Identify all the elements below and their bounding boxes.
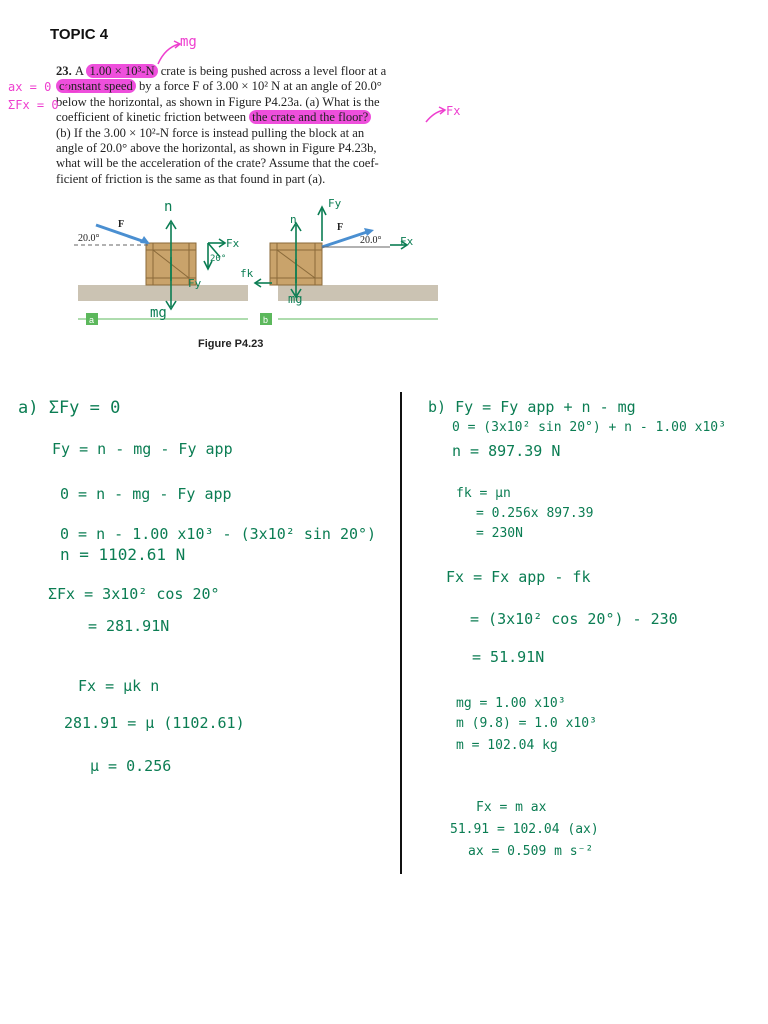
- angle-label-a: 20.0°: [78, 233, 100, 244]
- solution-a-line: 281.91 = μ (1102.61): [64, 714, 245, 732]
- solution-b-line: = 230N: [476, 526, 523, 541]
- angle-label-b: 20.0°: [360, 235, 382, 246]
- solution-b-line: fk = μn: [456, 486, 511, 501]
- problem-line: 23. A 1.00 × 10³-N crate is being pushed across a level floor at a: [56, 64, 387, 78]
- annotation-mg: mg: [180, 34, 197, 50]
- solution-b-line: ax = 0.509 m s⁻²: [468, 844, 594, 859]
- angle-small-a: 20°: [210, 254, 227, 264]
- solution-a-line: Fy = n - mg - Fy app: [52, 440, 233, 458]
- fy-label-b: Fy: [328, 197, 342, 210]
- annotation-mg-arrow: [155, 38, 185, 66]
- figure-caption: Figure P4.23: [198, 338, 264, 350]
- force-label-b: F: [337, 222, 344, 233]
- figure-p4-23: [60, 195, 440, 335]
- mg-label-a: mg: [150, 305, 167, 321]
- solution-b-line: n = 897.39 N: [452, 442, 561, 460]
- topic-title: TOPIC 4: [50, 26, 109, 43]
- normal-label-b: n: [290, 213, 297, 226]
- solution-b-line: = (3x10² cos 20°) - 230: [470, 610, 678, 628]
- fk-label-b: fk: [240, 267, 254, 280]
- solution-a-line: Fx = μk n: [78, 677, 160, 695]
- problem-line: below the horizontal, as shown in Figure P4.23a. (a) What is the: [56, 94, 380, 109]
- solution-b-line: 0 = (3x10² sin 20°) + n - 1.00 x10³: [452, 420, 726, 435]
- problem-text: [56, 64, 436, 187]
- solution-b-line: Fx = Fx app - fk: [446, 568, 591, 586]
- solution-b-line: 51.91 = 102.04 (ax): [450, 822, 599, 837]
- panel-tag-b-text: b: [263, 315, 269, 325]
- problem-line: coefficient of kinetic friction between the crate and the floor?: [56, 110, 436, 125]
- solution-a-line: μ = 0.256: [90, 757, 172, 775]
- problem-line: ficient of friction is the same as that found in part (a).: [56, 171, 326, 186]
- solution-b-line: = 0.256x 897.39: [476, 506, 594, 521]
- solution-b-line: = 51.91N: [472, 648, 545, 666]
- solution-a-line: 0 = n - 1.00 x10³ - (3x10² sin 20°): [60, 525, 377, 543]
- solution-b-line: mg = 1.00 x10³: [456, 696, 566, 711]
- normal-label-a: n: [164, 199, 173, 215]
- solution-a-line: ΣFx = 3x10² cos 20°: [48, 585, 220, 603]
- solution-b-line: b) Fy = Fy app + n - mg: [428, 398, 636, 416]
- mg-label-b: mg: [288, 292, 303, 306]
- annotation-sum-fx-zero: ΣFx = 0: [8, 98, 59, 112]
- highlight-weight: 1.00 × 10³-N: [86, 64, 157, 78]
- annotation-ax-zero: ax = 0: [8, 80, 52, 94]
- annotation-ax-arrow: [62, 80, 82, 96]
- highlight-constant-speed: constant speed: [56, 79, 136, 93]
- floor-a: [78, 285, 248, 301]
- panel-tag-a-text: a: [89, 315, 95, 325]
- problem-line: what will be the acceleration of the crate? Assume that the coef-: [56, 156, 379, 171]
- problem-line: (b) If the 3.00 × 10²-N force is instead pulling the block at an: [56, 125, 365, 140]
- fy-label-a: Fy: [188, 277, 202, 290]
- fx-label-a: Fx: [226, 237, 240, 250]
- column-divider: [400, 392, 402, 874]
- solution-b-line: m = 102.04 kg: [456, 738, 558, 753]
- solution-b-line: Fx = m ax: [476, 800, 547, 815]
- problem-line: angle of 20.0° above the horizontal, as shown in Figure P4.23b,: [56, 141, 377, 156]
- fx-label-b: Fx: [400, 235, 414, 248]
- solution-b-line: m (9.8) = 1.0 x10³: [456, 716, 597, 731]
- problem-line: constant speed by a force F of 3.00 × 10² N at an angle of 20.0°: [56, 79, 436, 94]
- solution-a-line: a) ΣFy = 0: [18, 398, 121, 418]
- force-label-a: F: [118, 219, 125, 230]
- solution-a-line: 0 = n - mg - Fy app: [60, 485, 232, 503]
- highlight-crate-floor: the crate and the floor?: [249, 110, 371, 124]
- annotation-fx: Fx: [446, 104, 461, 118]
- annotation-fx-arrow: [424, 104, 448, 126]
- solution-a-line: n = 1102.61 N: [60, 545, 186, 564]
- solution-a-line: = 281.91N: [88, 617, 170, 635]
